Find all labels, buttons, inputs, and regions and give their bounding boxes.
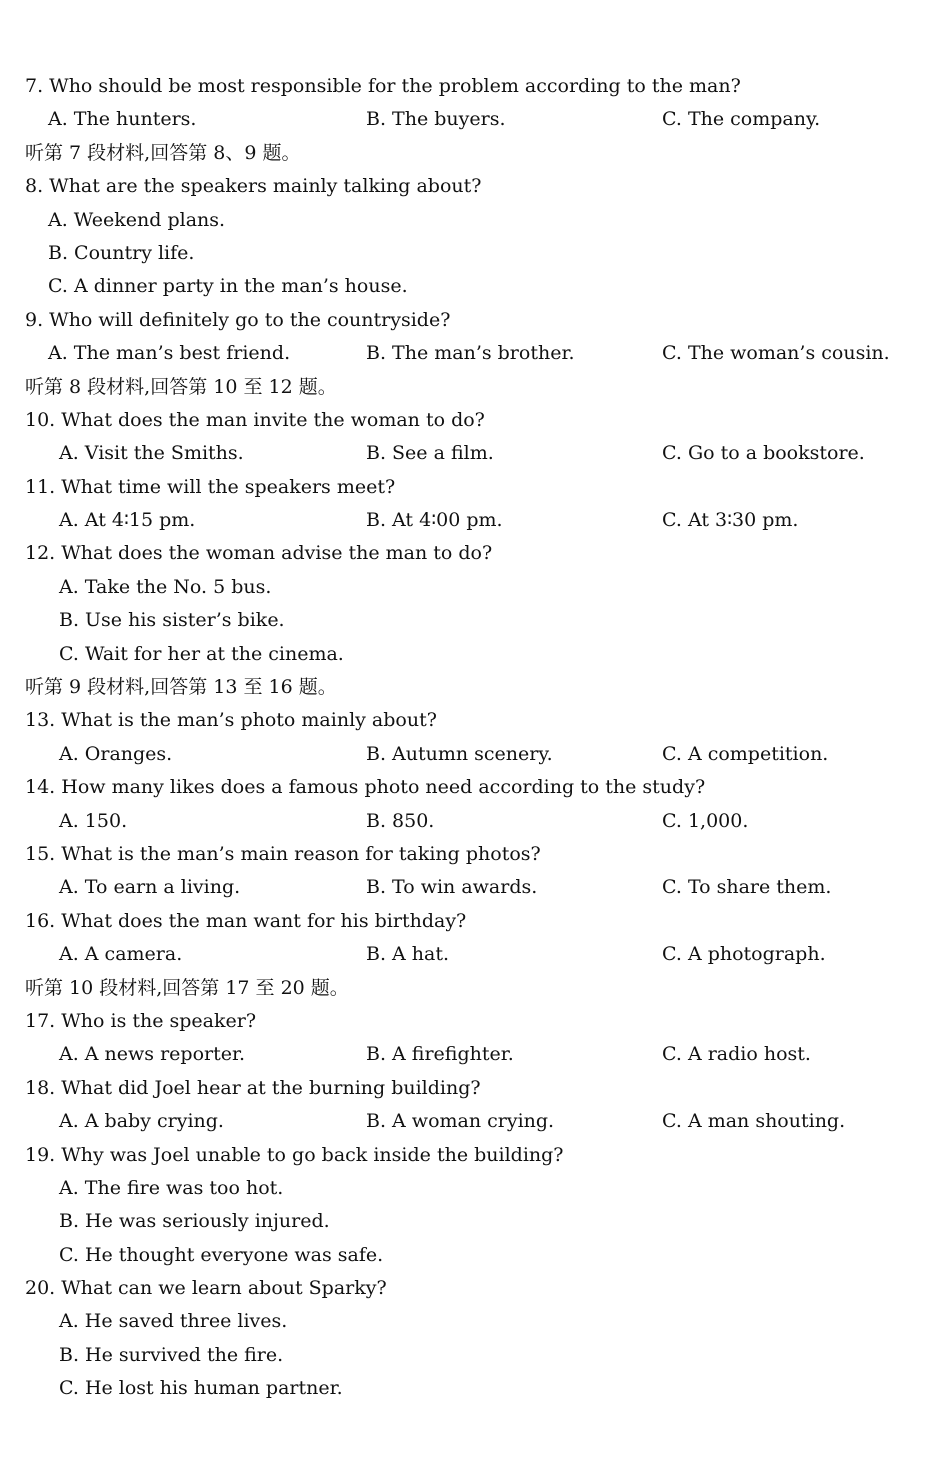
answer-option-b: B. At 4∶00 pm. [366,509,503,532]
section-instruction: 听第 10 段材料,回答第 17 至 20 题。 [25,976,349,999]
answer-option: A. He saved three lives. [59,1310,288,1333]
question-stem: 18. What did Joel hear at the burning building? [25,1076,481,1099]
answer-option-a: A. At 4∶15 pm. [59,509,196,532]
answer-option-b: B. Autumn scenery. [366,742,553,765]
section-instruction: 听第 9 段材料,回答第 13 至 16 题。 [25,676,337,699]
section-instruction: 听第 8 段材料,回答第 10 至 12 题。 [25,375,337,398]
section-instruction: 听第 7 段材料,回答第 8、9 题。 [25,141,301,164]
answer-option-c: C. 1,000. [662,809,749,832]
question-stem: 17. Who is the speaker? [25,1009,257,1032]
answer-option-a: A. 150. [59,809,128,832]
answer-option-a: A. The man’s best friend. [48,342,291,365]
answer-option: B. He survived the fire. [59,1343,284,1366]
answer-option-c: C. Go to a bookstore. [662,442,865,465]
options-row [25,337,925,370]
question-stem: 9. Who will definitely go to the countryside? [25,308,451,331]
answer-option: B. He was seriously injured. [59,1210,330,1233]
answer-option-a: A. Oranges. [59,742,173,765]
answer-option-a: A. Visit the Smiths. [59,442,244,465]
answer-option: C. He thought everyone was safe. [59,1243,384,1266]
question-stem: 7. Who should be most responsible for the problem according to the man? [25,75,741,97]
answer-option-c: C. The company. [662,108,821,131]
answer-option-b: B. 850. [366,809,435,832]
options-row [25,738,925,771]
answer-option: C. A dinner party in the man’s house. [48,275,408,298]
answer-option: C. He lost his human partner. [59,1377,343,1400]
answer-option-b: B. A woman crying. [366,1110,555,1133]
options-row [25,871,925,904]
question-stem: 15. What is the man’s main reason for taking photos? [25,842,541,865]
options-row [25,805,925,838]
answer-option: A. Weekend plans. [48,208,226,231]
answer-option-c: C. A photograph. [662,943,826,966]
options-row [25,1038,925,1071]
question-stem: 19. Why was Joel unable to go back inside the building? [25,1143,564,1166]
answer-option: A. Take the No. 5 bus. [59,575,272,598]
answer-option-b: B. The buyers. [366,108,506,131]
question-stem: 12. What does the woman advise the man to do? [25,542,493,565]
answer-option-a: A. A camera. [59,943,183,966]
question-stem: 13. What is the man’s photo mainly about? [25,709,437,732]
answer-option: B. Country life. [48,241,195,264]
answer-option-a: A. To earn a living. [59,876,241,899]
options-row [25,504,925,537]
answer-option-b: B. A hat. [366,943,450,966]
answer-option-c: C. At 3∶30 pm. [662,509,799,532]
question-stem: 8. What are the speakers mainly talking about? [25,175,482,198]
exam-page [25,70,925,1406]
answer-option-c: C. The woman’s cousin. [662,342,890,365]
answer-option: C. Wait for her at the cinema. [59,642,344,665]
question-stem: 10. What does the man invite the woman to do? [25,408,485,431]
answer-option-a: A. A baby crying. [59,1110,224,1133]
question-stem: 16. What does the man want for his birthday? [25,909,467,932]
answer-option-b: B. A firefighter. [366,1043,514,1066]
question-stem: 20. What can we learn about Sparky? [25,1277,387,1300]
options-row [25,103,925,136]
answer-option-b: B. See a film. [366,442,494,465]
options-row [25,437,925,470]
answer-option-c: C. A man shouting. [662,1110,846,1133]
question-stem: 11. What time will the speakers meet? [25,475,396,498]
answer-option-b: B. To win awards. [366,876,538,899]
options-row [25,1105,925,1138]
answer-option-c: C. To share them. [662,876,832,899]
question-stem: 14. How many likes does a famous photo need according to the study? [25,776,706,799]
answer-option: A. The fire was too hot. [59,1176,284,1199]
answer-option-c: C. A competition. [662,742,829,765]
answer-option-b: B. The man’s brother. [366,342,575,365]
answer-option-c: C. A radio host. [662,1043,811,1066]
answer-option-a: A. The hunters. [48,108,197,131]
answer-option-a: A. A news reporter. [59,1043,246,1066]
options-row [25,938,925,971]
answer-option: B. Use his sister’s bike. [59,609,285,632]
